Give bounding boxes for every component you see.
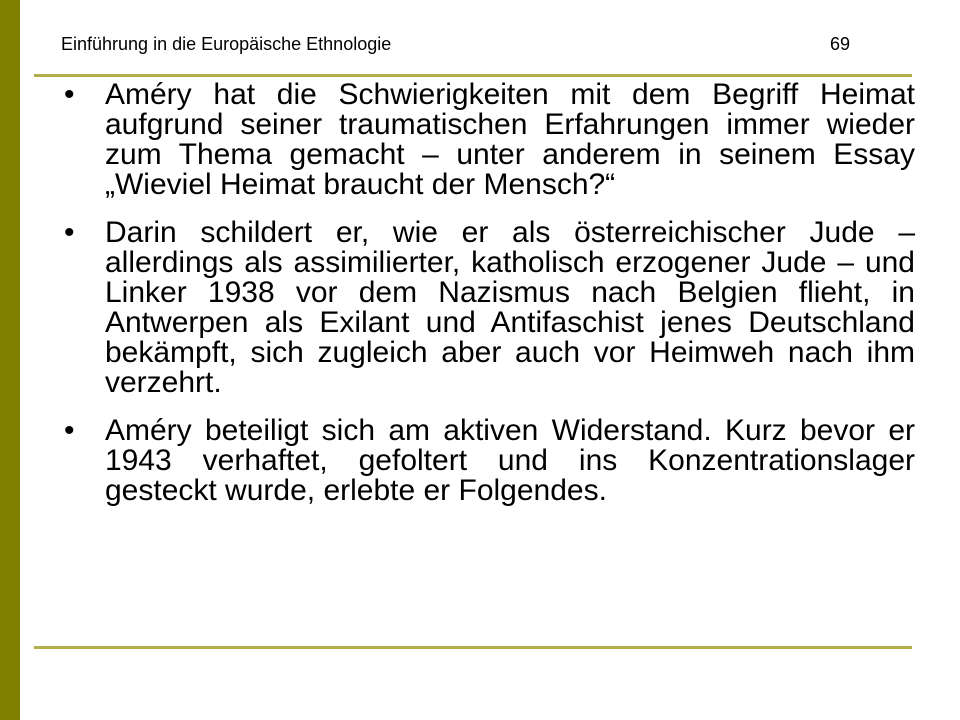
bullet-dot-icon: •: [64, 414, 75, 447]
bullet-text: Darin schildert er, wie er als österreichischer Jude – allerdings als assimilierter, katholisch erzogener Jude – und Linker 1938 vor dem Nazismus nach Belgien flieht, in Antwerpen als Exilant und Antifaschist jenes Deutschland bekämpft, sich zugleich aber auch vor Heimweh nach ihm verzehrt.: [105, 216, 915, 399]
bullet-item: [60, 80, 915, 200]
bullet-dot-icon: •: [64, 216, 75, 249]
bullet-text: Améry beteiligt sich am aktiven Widerstand. Kurz bevor er 1943 verhaftet, gefoltert und ins Konzentrationslager gesteckt wurde, erlebte er Folgendes.: [105, 414, 915, 507]
left-accent-bar: [0, 0, 20, 720]
page-number: 69: [830, 34, 851, 54]
bullet-item: [60, 218, 915, 398]
bullet-text: Améry hat die Schwierigkeiten mit dem Begriff Heimat aufgrund seiner traumatischen Erfahrungen immer wieder zum Thema gemacht – unter anderem in seinem Essay „Wieviel Heimat braucht der Mensch?“: [105, 78, 915, 201]
top-divider: [34, 74, 912, 77]
bottom-divider: [34, 646, 912, 649]
bullet-item: [60, 416, 915, 506]
running-header-title: Einführung in die Europäische Ethnologie: [61, 34, 392, 54]
bullet-list: [60, 80, 915, 524]
bullet-dot-icon: •: [64, 78, 75, 111]
